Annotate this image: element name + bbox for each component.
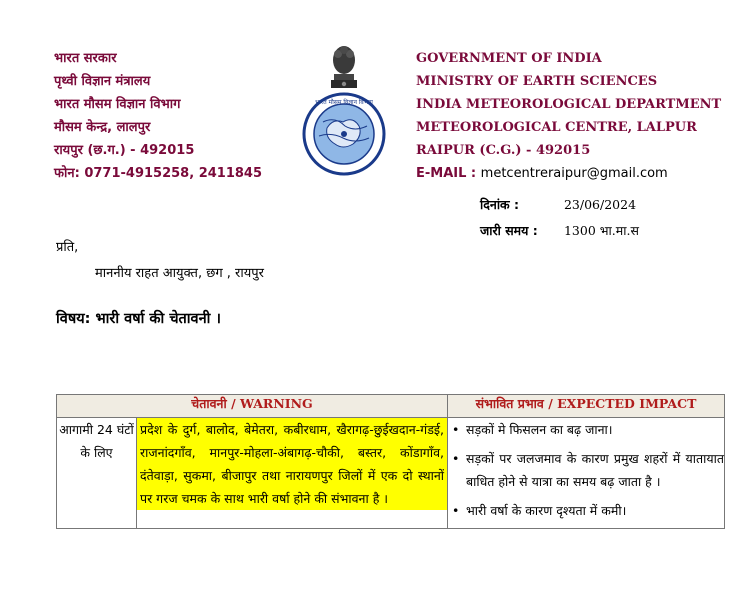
date-value: 23/06/2024 xyxy=(563,197,637,212)
impact-header: संभावित प्रभाव / EXPECTED IMPACT xyxy=(448,395,725,418)
header-english-line: RAIPUR (C.G.) - 492015 xyxy=(416,143,591,158)
impact-list xyxy=(448,418,724,522)
email-line xyxy=(416,162,721,185)
header-english xyxy=(416,47,721,185)
impact-cell xyxy=(448,418,725,529)
header-english-line: MINISTRY OF EARTH SCIENCES xyxy=(416,74,658,89)
list-item: • सड़कों पर जलजमाव के कारण प्रमुख शहरों में यातायात बाधित होने से यात्रा का समय बढ़ जाता है । xyxy=(466,447,724,493)
imd-seal-icon xyxy=(283,92,405,176)
warning-cell xyxy=(137,418,448,529)
addressee: माननीय राहत आयुक्त, छग , रायपुर xyxy=(95,266,264,281)
table-header-row xyxy=(57,395,725,418)
time-row xyxy=(480,218,639,244)
header-english-line: INDIA METEOROLOGICAL DEPARTMENT xyxy=(416,97,722,112)
header-hindi-line: रायपुर (छ.ग.) - 492015 xyxy=(54,143,195,158)
list-item: • सड़कों मे फिसलन का बढ़ जाना। xyxy=(466,418,724,441)
national-emblem-icon xyxy=(326,42,362,90)
date-block xyxy=(480,192,639,244)
table-row xyxy=(57,418,725,529)
date-label: दिनांक : xyxy=(480,197,520,212)
time-label: जारी समय : xyxy=(480,223,538,238)
warning-header: चेतावनी / WARNING xyxy=(57,395,448,418)
header-english-line: METEOROLOGICAL CENTRE, LALPUR xyxy=(416,120,697,135)
warning-table xyxy=(56,394,725,529)
subject-line: विषय: भारी वर्षा की चेतावनी । xyxy=(56,311,221,327)
header-hindi xyxy=(54,47,262,185)
header-hindi-line: पृथ्वी विज्ञान मंत्रालय xyxy=(54,74,151,89)
header-english-line: GOVERNMENT OF INDIA xyxy=(416,51,602,66)
email-address[interactable]: metcentreraipur@gmail.com xyxy=(480,166,668,181)
header-hindi-line: फोन: 0771-4915258, 2411845 xyxy=(54,166,263,181)
seal-text: भारत मौसम विज्ञान विभाग xyxy=(315,99,373,106)
header-hindi-line: भारत सरकार xyxy=(54,51,117,66)
date-row xyxy=(480,192,639,218)
time-value: 1300 भा.मा.स xyxy=(563,223,639,238)
warning-text: प्रदेश के दुर्ग, बालोद, बेमेतरा, कबीरधाम, खैरागढ़-छुईखदान-गंडई, राजनांदगाँव, मानपुर-मोहला-अंबागढ़-चौकी, बस्तर, कोंडागाँव, दंतेवाड़ा, सुकमा, बीजापुर तथा नारायणपुर जिलों में एक दो स्थानों पर गरज चमक के साथ भारी वर्षा होने की संभावना है । xyxy=(137,418,447,510)
list-item: • भारी वर्षा के कारण दृश्यता में कमी। xyxy=(466,499,724,522)
salutation: प्रति, xyxy=(56,240,79,255)
email-label: E-MAIL : xyxy=(416,166,477,181)
header-hindi-line: भारत मौसम विज्ञान विभाग xyxy=(54,97,181,112)
period-cell: आगामी 24 घंटों के लिए xyxy=(57,418,137,529)
header-hindi-line: मौसम केन्द्र, लालपुर xyxy=(54,120,151,135)
